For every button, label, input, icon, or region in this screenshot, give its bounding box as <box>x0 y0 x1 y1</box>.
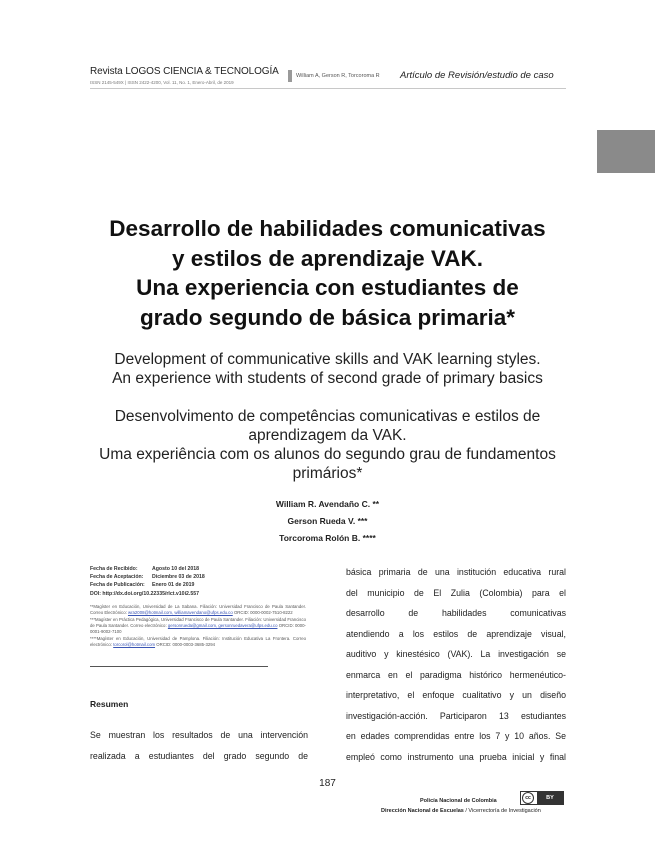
footnote-text: **Magíster en Educación, Universidad de La Sabana. Filiación: Universidad Francisco de Paula Santander. Correo Electrónico: <box>90 604 306 616</box>
footnote <box>90 636 306 648</box>
text-line: auditivo y kinestésico (VAK). La investigación se <box>346 649 566 659</box>
footnote-text: ***Magíster en Práctica Pedagógica, Universidad Francisco de Paula Santander. Filiación: Universidad Francisco de Paula Santander. Correo electrónico: <box>90 616 306 629</box>
header-authors: William A, Gerson R, Torcoroma R <box>296 73 380 79</box>
footnote-text: ****Magíster en Educación, Universidad de Pamplona. Filiación: Institución Educativa La Frontera. Correo electrónico: <box>90 636 306 648</box>
journal-name: Revista LOGOS CIENCIA & TECNOLOGÍA <box>90 66 279 77</box>
text-line: enmarca en el paradigma histórico hermenéutico- <box>346 669 566 680</box>
date-label: Fecha de Recibido: <box>90 566 138 572</box>
date-value: Diciembre 03 de 2018 <box>152 574 205 581</box>
footer-direction <box>381 808 541 814</box>
author-footnotes <box>90 604 306 649</box>
journal-issn: ISSN 2145-549X | ISSN 2422-4200, Vol. 11, No. 1, Enero-Abril, de 2019 <box>90 80 234 85</box>
author-name: Torcoroma Rolón B. **** <box>279 533 376 543</box>
footnote <box>90 604 306 616</box>
doi-label: DOI: <box>90 590 101 597</box>
subtitle-line: An experience with students of second grade of primary basics <box>112 370 543 387</box>
text-line: desarrollo de habilidades comunicativas <box>346 608 566 618</box>
header-rule <box>90 88 566 89</box>
page-number: 187 <box>319 778 336 789</box>
footer-direction-bold: Dirección Nacional de Escuelas <box>381 808 464 814</box>
date-row <box>90 565 205 573</box>
abstract-text-left <box>90 725 308 766</box>
footnote-email-link[interactable]: gersonrueda@gmail.com, gersonruedavera@ufps.edu.co <box>167 623 278 629</box>
subtitle-line: aprendizagem da VAK. <box>248 427 407 444</box>
title-line: Una experiencia con estudiantes de <box>136 275 519 300</box>
text-line: investigación-acción. Participaron 13 estudiantes <box>346 710 566 721</box>
text-line: básica primaria de una institución educativa rural <box>346 567 566 577</box>
footnote-orcid: ORCID: 0000-0002-7510-8222 <box>233 610 293 616</box>
publication-dates <box>90 565 205 598</box>
header-divider-bar <box>288 70 292 82</box>
footnote <box>90 617 306 636</box>
abstract-text-right <box>346 562 566 767</box>
author-name: Gerson Rueda V. *** <box>287 516 368 526</box>
cc-by-icon: BY <box>537 792 563 804</box>
doi-row <box>90 590 205 598</box>
footer-direction-rest: / Vicerrectoría de Investigación <box>463 808 541 814</box>
footnote-orcid: ORCID: 0000-0003-3685-3294 <box>156 642 216 648</box>
author-name: William R. Avendaño C. ** <box>275 499 380 509</box>
text-line: atendiendo a los estilos de aprendizaje visual, <box>346 628 566 639</box>
text-line: interpretativo, el enfoque cualitativo y un diseño <box>346 690 566 700</box>
footnote-email-link[interactable]: torcorol@hotmail.com <box>113 642 156 648</box>
cc-icon: cc <box>522 792 534 804</box>
date-value: Enero 01 de 2019 <box>152 582 195 589</box>
footnote-rule <box>90 666 268 667</box>
doi-link[interactable]: http://dx.doi.org/10.22335/rlct.v10i2.557 <box>102 590 199 597</box>
date-value: Agosto 10 del 2018 <box>152 566 199 572</box>
footnote-email-link[interactable]: wra2008@hotmail.com, williamavendano@ufps.edu.co <box>127 610 233 616</box>
article-title <box>60 214 595 332</box>
text-line: del municipio de El Zulia (Colombia) para el <box>346 587 566 598</box>
subtitle-line: Uma experiência com os alunos do segundo grau de fundamentos <box>99 446 556 463</box>
subtitle-line: Desenvolvimento de competências comunicativas e estilos de <box>114 408 541 425</box>
side-tab-marker <box>597 130 655 173</box>
title-line: grado segundo de básica primaria* <box>139 304 516 330</box>
date-row <box>90 581 205 589</box>
footnote-orcid: ORCID: 0000-0001-9002-7100 <box>90 623 306 635</box>
title-line: y estilos de aprendizaje VAK. <box>172 245 483 271</box>
text-line: Se muestran los resultados de una intervención <box>90 730 308 740</box>
date-row <box>90 573 205 581</box>
subtitle-portuguese <box>60 407 595 483</box>
text-line: empleó como instrumento una prueba inicial y final <box>346 751 566 762</box>
date-label: Fecha de Aceptación: <box>90 574 144 581</box>
title-line: Desarrollo de habilidades comunicativas <box>109 216 546 241</box>
date-label: Fecha de Publicación: <box>90 582 145 589</box>
subtitle-line: Development of communicative skills and VAK learning styles. <box>114 351 541 368</box>
creative-commons-badge[interactable] <box>520 791 564 805</box>
footer-institution: Policía Nacional de Colombia <box>420 798 497 804</box>
subtitle-line: primários* <box>292 465 363 482</box>
subtitle-english <box>60 350 595 388</box>
text-line: realizada a estudiantes del grado segundo de <box>90 750 308 761</box>
text-line: en edades comprendidas entre los 7 y 10 años. Se <box>346 731 566 741</box>
abstract-heading: Resumen <box>90 699 129 709</box>
article-type: Artículo de Revisión/estudio de caso <box>400 70 554 81</box>
author-list <box>200 496 455 547</box>
